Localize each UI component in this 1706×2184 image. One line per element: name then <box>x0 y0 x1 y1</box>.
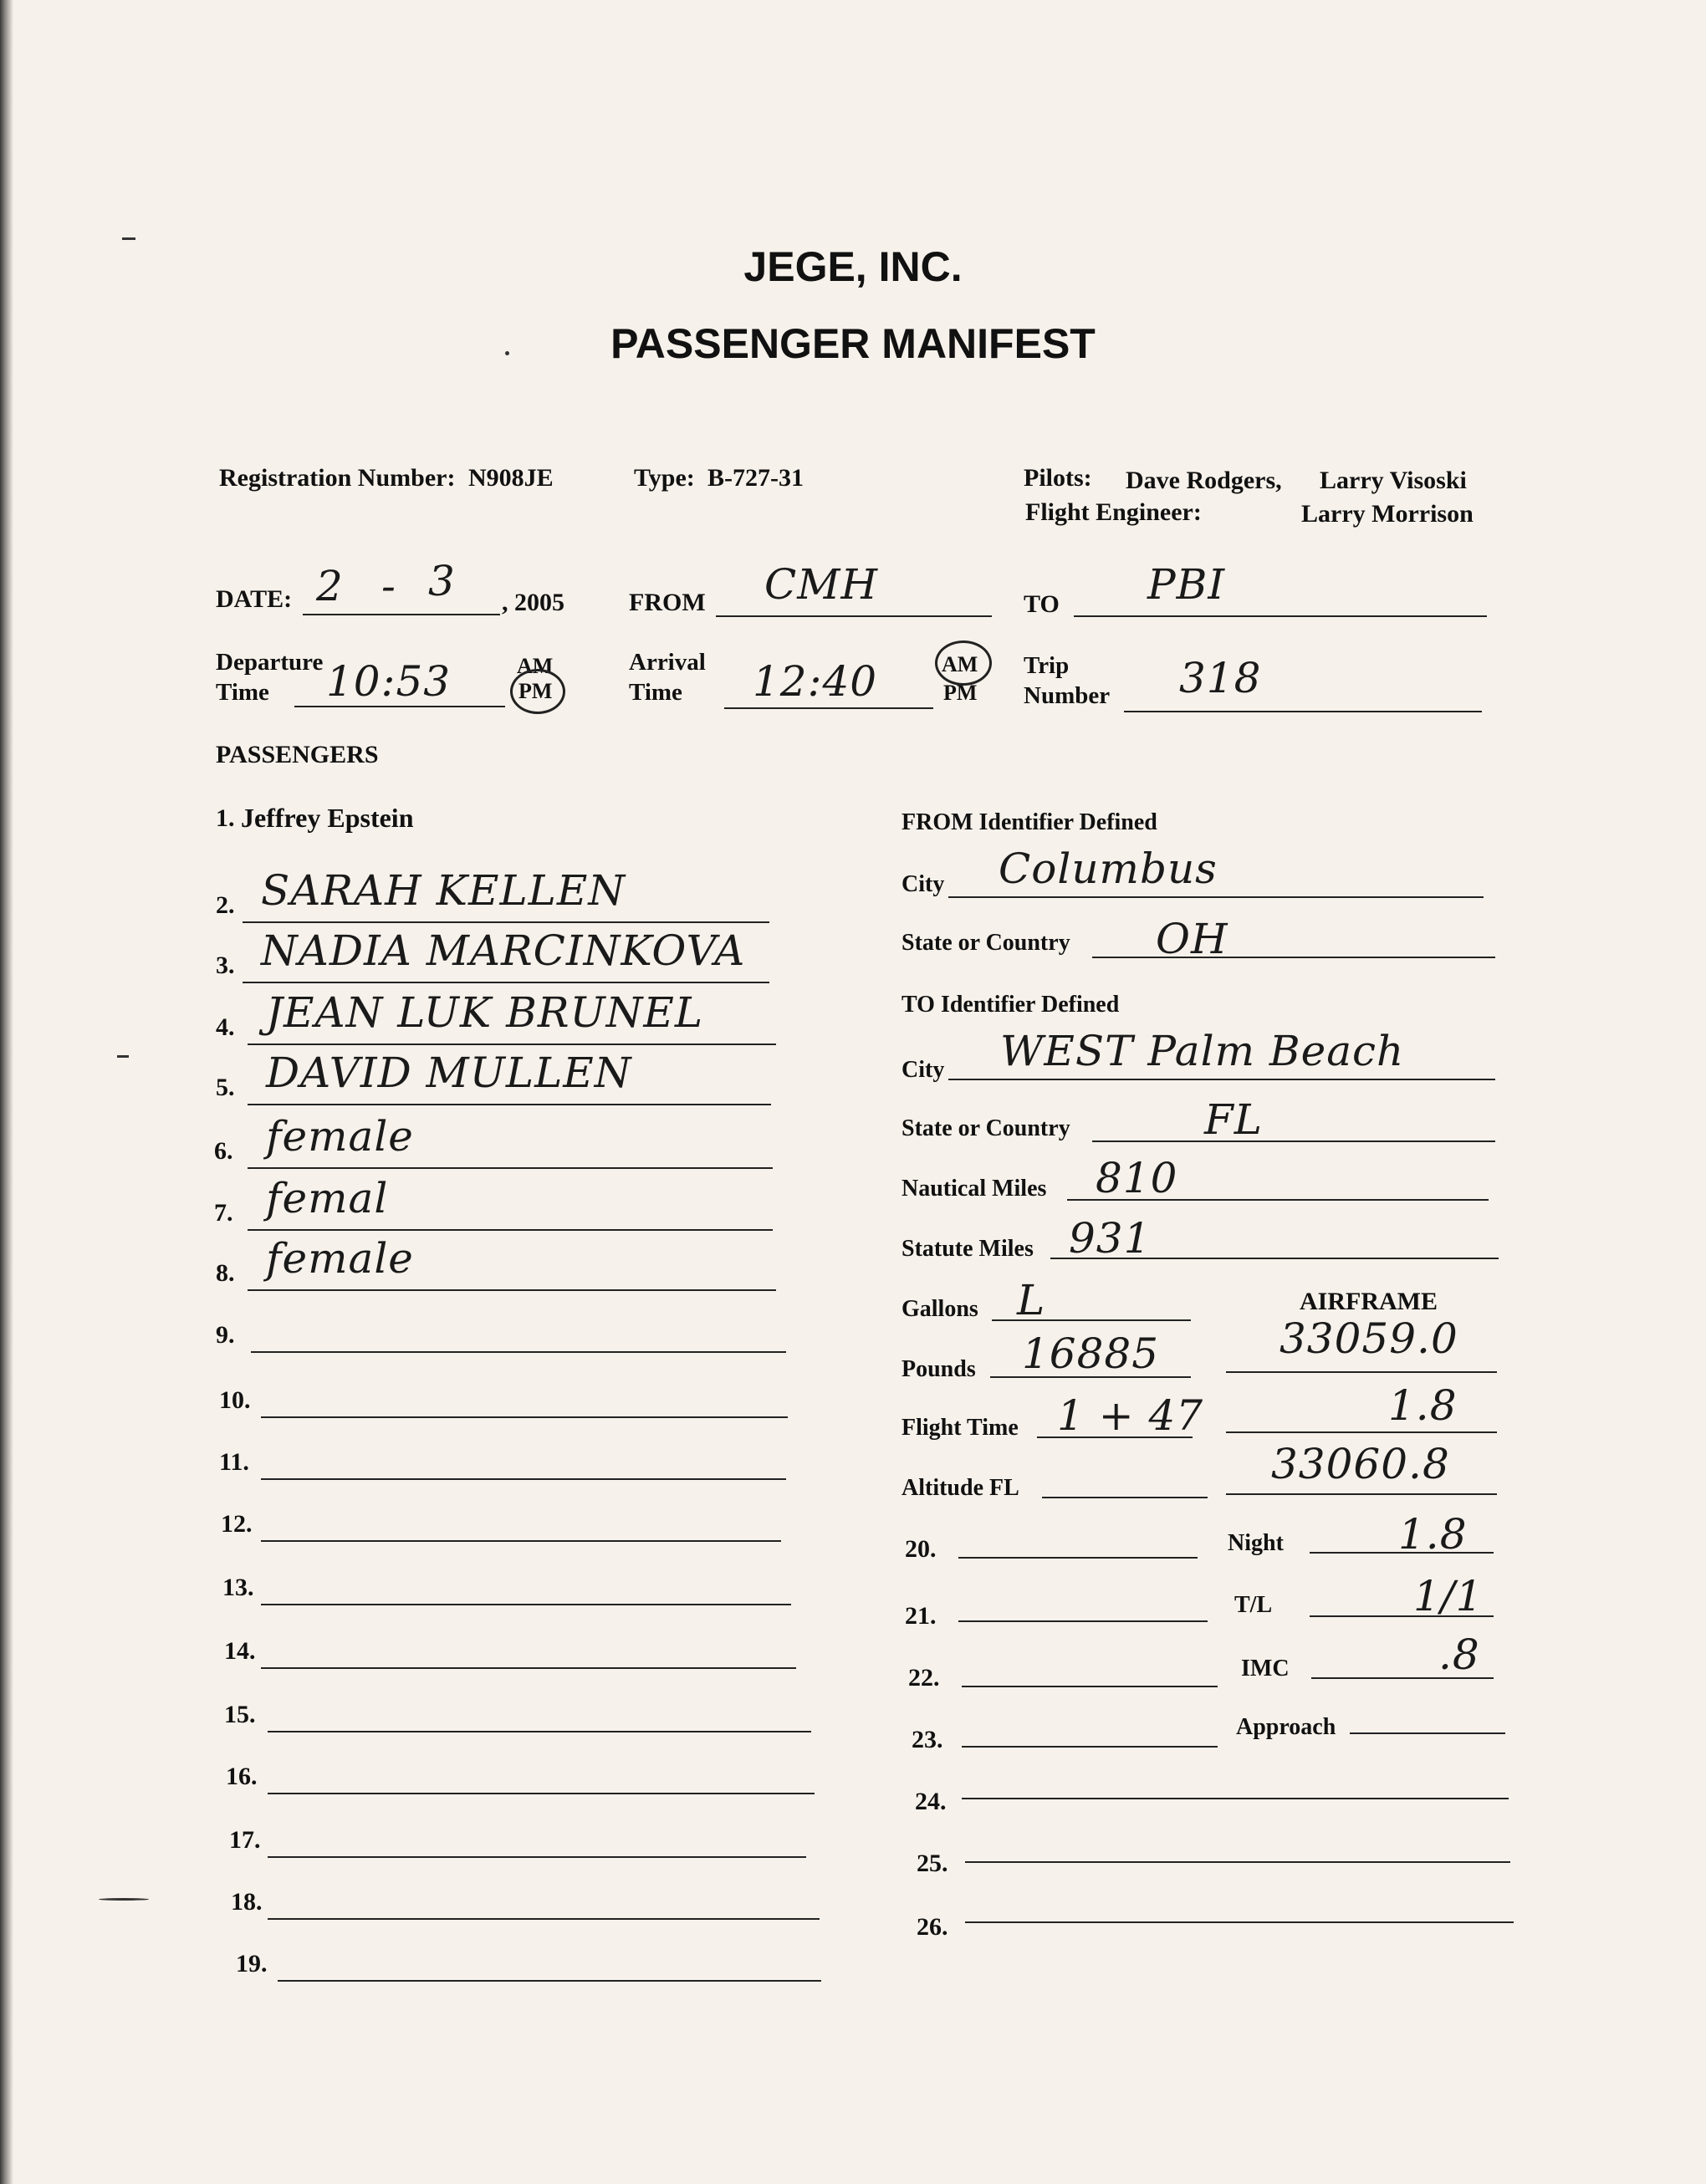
from-label: FROM <box>629 589 706 616</box>
date-year: , 2005 <box>502 589 564 616</box>
passenger-name-line <box>243 982 769 983</box>
flight-engineer-value: Larry Morrison <box>1301 500 1474 528</box>
passenger-name-line <box>278 1980 821 1982</box>
passenger-name-handwritten: JEAN LUK BRUNEL <box>266 988 704 1037</box>
passenger-name-line <box>248 1289 776 1291</box>
flight-time-value: 1 + 47 <box>1057 1391 1204 1440</box>
from-state-line <box>1092 957 1495 958</box>
line-21-rule <box>958 1620 1208 1622</box>
from-state-value: OH <box>1156 915 1228 963</box>
pilot-2: Larry Visoski <box>1320 467 1467 494</box>
line-number: 20. <box>905 1535 937 1563</box>
gallons-line <box>992 1319 1191 1321</box>
passenger-number: 1. <box>216 804 235 832</box>
passenger-name-line <box>268 1731 811 1732</box>
passenger-number: 12. <box>221 1510 253 1538</box>
departure-time-line <box>294 706 505 707</box>
approach-label: Approach <box>1236 1714 1336 1740</box>
departure-pm-option: PM <box>518 679 553 703</box>
nautical-miles-label: Nautical Miles <box>902 1176 1047 1202</box>
type-label: Type: <box>634 464 695 492</box>
passenger-number: 2. <box>216 891 235 919</box>
passenger-name-line <box>248 1229 773 1231</box>
passenger-name-handwritten: female <box>266 1112 414 1161</box>
date-line <box>303 614 500 615</box>
imc-label: IMC <box>1241 1656 1290 1681</box>
airframe-value-3: 33060.8 <box>1271 1440 1450 1488</box>
line-20-rule <box>958 1557 1198 1559</box>
altitude-label: Altitude FL <box>902 1475 1019 1501</box>
line-number: 25. <box>917 1850 948 1877</box>
to-state-value: FL <box>1204 1095 1263 1144</box>
approach-line <box>1350 1732 1505 1734</box>
airframe-line-3 <box>1226 1493 1497 1495</box>
passenger-name-line <box>261 1667 796 1669</box>
passenger-number: 11. <box>219 1448 249 1476</box>
type-value: B-727-31 <box>707 464 804 492</box>
altitude-line <box>1042 1497 1208 1498</box>
passenger-name-line <box>248 1104 771 1105</box>
pilots-label: Pilots: <box>1024 464 1092 492</box>
passenger-name-line <box>261 1478 786 1480</box>
passenger-number: 14. <box>224 1637 256 1665</box>
to-city-value: WEST Palm Beach <box>1000 1027 1405 1075</box>
passenger-number: 9. <box>216 1321 235 1349</box>
gallons-value: L <box>1017 1276 1046 1324</box>
passenger-name-handwritten: DAVID MULLEN <box>266 1049 632 1097</box>
flight-time-label: Flight Time <box>902 1415 1019 1441</box>
passenger-name-handwritten: female <box>266 1234 414 1283</box>
tl-line <box>1310 1615 1494 1617</box>
departure-time-value: 10:53 <box>326 657 452 706</box>
trip-number-label-line1: Trip <box>1024 652 1070 679</box>
passenger-name-line <box>243 921 769 923</box>
passenger-number: 6. <box>214 1137 233 1165</box>
tl-value: 1/1 <box>1413 1572 1484 1620</box>
to-state-line <box>1092 1140 1495 1142</box>
pilot-1: Dave Rodgers, <box>1126 467 1282 494</box>
line-number: 23. <box>912 1726 943 1753</box>
date-label: DATE: <box>216 585 293 613</box>
passenger-name-handwritten: SARAH KELLEN <box>261 866 626 915</box>
passenger-name-line <box>268 1793 815 1794</box>
date-separator: - <box>381 562 396 610</box>
line-23-rule <box>962 1746 1218 1748</box>
from-city-value: Columbus <box>999 845 1218 893</box>
passenger-number: 17. <box>229 1826 261 1854</box>
registration-label: Registration Number: <box>219 464 456 492</box>
line-26-rule <box>965 1921 1514 1923</box>
arrival-am-circle <box>935 640 992 686</box>
nautical-miles-value: 810 <box>1096 1154 1178 1202</box>
arrival-time-line <box>724 707 933 709</box>
passenger-name-line <box>248 1044 776 1045</box>
passenger-number: 19. <box>236 1950 268 1977</box>
line-22-rule <box>962 1686 1218 1687</box>
passenger-name-line <box>251 1351 786 1353</box>
scan-mark <box>122 237 135 240</box>
to-line <box>1074 615 1487 617</box>
imc-value: .8 <box>1438 1630 1480 1679</box>
airframe-value-2: 1.8 <box>1388 1381 1458 1430</box>
passenger-name-line <box>248 1167 773 1169</box>
line-24-rule <box>962 1798 1509 1799</box>
flight-time-line <box>1037 1436 1193 1438</box>
departure-pm-circle <box>510 669 565 714</box>
pounds-value: 16885 <box>1022 1329 1160 1378</box>
from-line <box>716 615 992 617</box>
passenger-number: 8. <box>216 1259 235 1287</box>
passengers-heading: PASSENGERS <box>216 741 379 768</box>
from-identifier-heading: FROM Identifier Defined <box>902 809 1157 835</box>
scan-mark <box>99 1898 149 1901</box>
arrival-label-line1: Arrival <box>629 649 706 676</box>
passenger-number: 7. <box>214 1199 233 1227</box>
passenger-name-printed: Jeffrey Epstein <box>241 803 414 833</box>
passenger-number: 3. <box>216 952 235 979</box>
night-value: 1.8 <box>1398 1510 1468 1559</box>
scan-mark <box>117 1055 129 1058</box>
to-city-label: City <box>902 1057 945 1083</box>
trip-number-value: 318 <box>1179 654 1262 702</box>
passenger-number: 15. <box>224 1701 256 1728</box>
line-number: 21. <box>905 1602 937 1630</box>
to-label: TO <box>1024 590 1060 618</box>
arrival-pm-option: PM <box>943 681 978 705</box>
passenger-name-line <box>261 1540 781 1542</box>
line-number: 22. <box>908 1664 940 1692</box>
from-state-label: State or Country <box>902 930 1070 956</box>
statute-miles-line <box>1050 1258 1499 1259</box>
airframe-line-1 <box>1226 1371 1497 1373</box>
arrival-label-line2: Time <box>629 679 682 706</box>
passenger-number: 5. <box>216 1074 235 1101</box>
airframe-line-2 <box>1226 1431 1497 1433</box>
trip-number-label-line2: Number <box>1024 682 1111 709</box>
passenger-number: 10. <box>219 1386 251 1414</box>
line-number: 24. <box>915 1788 947 1815</box>
to-identifier-heading: TO Identifier Defined <box>902 992 1120 1018</box>
registration-value: N908JE <box>468 464 554 492</box>
departure-label-line2: Time <box>216 679 269 706</box>
airframe-value-1: 33059.0 <box>1280 1314 1458 1363</box>
passenger-name-line <box>261 1416 788 1418</box>
passenger-number: 18. <box>231 1888 263 1916</box>
airframe-heading: AIRFRAME <box>1300 1288 1438 1315</box>
departure-label-line1: Departure <box>216 649 324 676</box>
arrival-time-value: 12:40 <box>753 657 878 706</box>
gallons-label: Gallons <box>902 1296 978 1322</box>
night-label: Night <box>1228 1530 1284 1556</box>
date-day: 3 <box>428 557 456 605</box>
tl-label: T/L <box>1234 1592 1273 1618</box>
passenger-number: 16. <box>226 1763 258 1790</box>
statute-miles-value: 931 <box>1069 1214 1152 1263</box>
company-name: JEGE, INC. <box>743 243 963 290</box>
night-line <box>1310 1552 1494 1554</box>
passenger-name-handwritten: femal <box>266 1174 389 1222</box>
pounds-line <box>990 1376 1191 1378</box>
passenger-name-handwritten: NADIA MARCINKOVA <box>261 926 746 975</box>
passenger-name-line <box>261 1604 791 1605</box>
form-title: PASSENGER MANIFEST <box>610 320 1096 367</box>
imc-line <box>1311 1677 1494 1679</box>
from-city-line <box>948 896 1484 898</box>
statute-miles-label: Statute Miles <box>902 1236 1034 1262</box>
passenger-name-line <box>268 1856 806 1858</box>
to-value: PBI <box>1147 560 1226 609</box>
pounds-label: Pounds <box>902 1356 976 1382</box>
from-city-label: City <box>902 871 945 897</box>
passenger-number: 4. <box>216 1013 235 1041</box>
flight-engineer-label: Flight Engineer: <box>1025 498 1202 526</box>
line-number: 26. <box>917 1913 948 1941</box>
passenger-name-line <box>268 1918 820 1920</box>
trip-number-line <box>1124 711 1482 712</box>
nautical-miles-line <box>1067 1199 1489 1201</box>
to-city-line <box>948 1079 1495 1080</box>
arrival-am-option: AM <box>942 652 978 676</box>
date-month: 2 <box>316 562 344 610</box>
line-25-rule <box>965 1861 1510 1863</box>
from-value: CMH <box>764 560 879 609</box>
departure-am-option: AM <box>517 654 554 678</box>
passenger-number: 13. <box>222 1574 254 1601</box>
to-state-label: State or Country <box>902 1115 1070 1141</box>
